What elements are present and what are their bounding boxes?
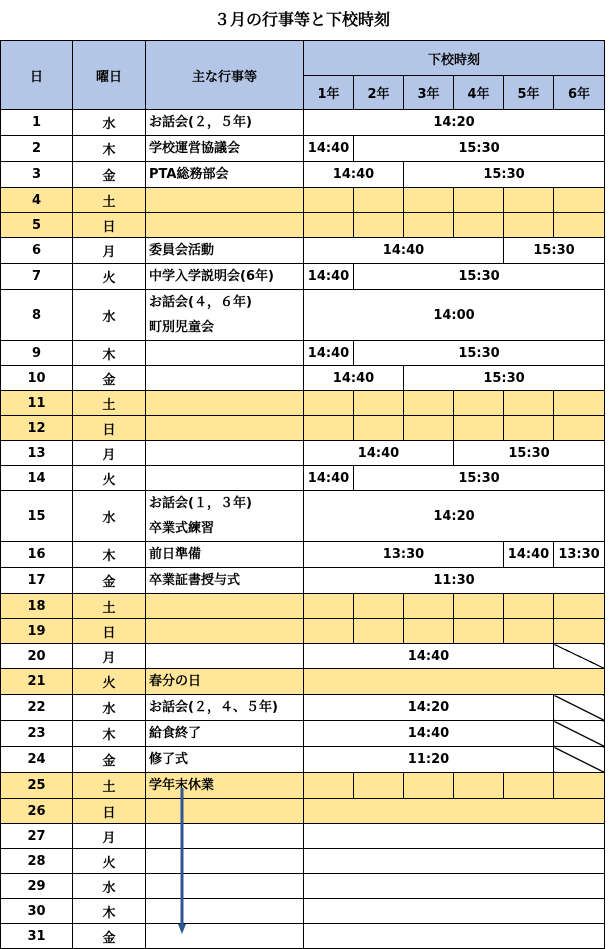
event-text: PTA総務部会	[149, 167, 229, 182]
event-text: お話会(１，３年)	[149, 496, 252, 511]
dismissal-time-cell	[454, 188, 504, 213]
dismissal-time-cell	[454, 594, 504, 619]
event-text: 給食終了	[149, 726, 202, 741]
header-grade: 4年	[454, 76, 504, 110]
dismissal-time-cell	[304, 594, 354, 619]
weekday-cell: 金	[73, 924, 146, 949]
weekday-cell: 金	[73, 366, 146, 391]
weekday-cell: 日	[73, 799, 146, 824]
dismissal-time-cell	[304, 899, 605, 924]
dismissal-time-cell	[354, 391, 404, 416]
dismissal-time-cell	[304, 391, 354, 416]
weekday-cell: 木	[73, 899, 146, 924]
table-row	[1, 491, 605, 542]
dismissal-time-cell	[504, 213, 554, 238]
event-text: お話会(２，４、５年)	[149, 700, 278, 715]
day-cell: 5	[1, 213, 73, 238]
weekday-cell: 土	[73, 594, 146, 619]
day-cell: 11	[1, 391, 73, 416]
schedule-table	[0, 40, 605, 949]
weekday-cell: 土	[73, 773, 146, 799]
day-cell: 20	[1, 644, 73, 669]
dismissal-time-cell	[404, 773, 454, 799]
events-cell	[146, 695, 304, 721]
dismissal-time-cell: 15:30	[404, 162, 605, 188]
dismissal-time-cell	[554, 773, 605, 799]
not-applicable-cell	[554, 721, 605, 747]
dismissal-time-cell	[304, 773, 354, 799]
header-events: 主な行事等	[146, 41, 304, 110]
header-grade: 5年	[504, 76, 554, 110]
table-row	[1, 849, 605, 874]
events-cell	[146, 644, 304, 669]
day-cell: 4	[1, 188, 73, 213]
day-cell: 25	[1, 773, 73, 799]
dismissal-time-cell: 14:40	[304, 136, 354, 162]
dismissal-time-cell: 14:40	[304, 644, 554, 669]
day-cell: 28	[1, 849, 73, 874]
weekday-cell: 火	[73, 264, 146, 290]
table-row	[1, 264, 605, 290]
dismissal-time-cell: 14:40	[504, 542, 554, 568]
dismissal-time-cell: 13:30	[554, 542, 605, 568]
not-applicable-cell	[554, 644, 605, 669]
weekday-cell: 木	[73, 341, 146, 366]
day-cell: 22	[1, 695, 73, 721]
dismissal-time-cell	[304, 188, 354, 213]
table-row	[1, 542, 605, 568]
weekday-cell: 火	[73, 849, 146, 874]
day-cell: 10	[1, 366, 73, 391]
events-cell	[146, 491, 304, 542]
event-text: 学校運営協議会	[149, 141, 241, 156]
table-row	[1, 747, 605, 773]
dismissal-time-cell	[304, 849, 605, 874]
weekday-cell: 火	[73, 466, 146, 491]
event-text: 委員会活動	[149, 243, 215, 258]
table-row	[1, 695, 605, 721]
weekday-cell: 水	[73, 874, 146, 899]
dismissal-time-cell: 15:30	[454, 441, 605, 466]
weekday-cell: 月	[73, 644, 146, 669]
dismissal-time-cell: 15:30	[504, 238, 605, 264]
weekday-cell: 水	[73, 695, 146, 721]
dismissal-time-cell	[304, 924, 605, 949]
header-day: 日	[1, 41, 73, 110]
table-row	[1, 644, 605, 669]
header-grade: 1年	[304, 76, 354, 110]
dismissal-time-cell	[554, 391, 605, 416]
header-dismissal: 下校時刻	[304, 41, 605, 76]
events-cell	[146, 290, 304, 341]
events-cell	[146, 264, 304, 290]
dismissal-time-cell	[304, 799, 605, 824]
event-text: 中学入学説明会(6年)	[149, 269, 274, 284]
dismissal-time-cell: 14:20	[304, 695, 554, 721]
day-cell: 6	[1, 238, 73, 264]
day-cell: 8	[1, 290, 73, 341]
dismissal-time-cell	[504, 594, 554, 619]
dismissal-time-cell	[504, 391, 554, 416]
header-grade: 3年	[404, 76, 454, 110]
day-cell: 23	[1, 721, 73, 747]
schedule-body	[1, 110, 605, 949]
dismissal-time-cell	[304, 824, 605, 849]
weekday-cell: 月	[73, 441, 146, 466]
events-cell	[146, 188, 304, 213]
weekday-cell: 水	[73, 290, 146, 341]
dismissal-time-cell	[404, 594, 454, 619]
day-cell: 21	[1, 669, 73, 695]
day-cell: 29	[1, 874, 73, 899]
dismissal-time-cell: 11:20	[304, 747, 554, 773]
dismissal-time-cell	[554, 416, 605, 441]
weekday-cell: 日	[73, 213, 146, 238]
event-text: 卒業証書授与式	[149, 573, 241, 588]
dismissal-time-cell	[354, 619, 404, 644]
day-cell: 9	[1, 341, 73, 366]
dismissal-time-cell	[304, 416, 354, 441]
events-cell	[146, 773, 304, 799]
events-cell	[146, 441, 304, 466]
events-cell	[146, 568, 304, 594]
dismissal-time-cell: 14:40	[304, 238, 504, 264]
events-cell	[146, 594, 304, 619]
day-cell: 26	[1, 799, 73, 824]
dismissal-time-cell	[304, 669, 605, 695]
dismissal-time-cell	[554, 619, 605, 644]
table-row	[1, 391, 605, 416]
table-row	[1, 416, 605, 441]
events-cell	[146, 799, 304, 824]
event-text: 修了式	[149, 752, 189, 767]
table-row	[1, 136, 605, 162]
dismissal-time-cell: 15:30	[354, 341, 605, 366]
dismissal-time-cell	[354, 416, 404, 441]
day-cell: 14	[1, 466, 73, 491]
day-cell: 18	[1, 594, 73, 619]
day-cell: 24	[1, 747, 73, 773]
dismissal-time-cell	[354, 773, 404, 799]
event-text: 春分の日	[149, 674, 202, 689]
table-row	[1, 238, 605, 264]
events-cell	[146, 899, 304, 924]
day-cell: 15	[1, 491, 73, 542]
dismissal-time-cell	[404, 416, 454, 441]
dismissal-time-cell	[304, 213, 354, 238]
day-cell: 3	[1, 162, 73, 188]
dismissal-time-cell	[504, 619, 554, 644]
event-text: 前日準備	[149, 547, 202, 562]
table-row	[1, 366, 605, 391]
table-row	[1, 924, 605, 949]
not-applicable-cell	[554, 695, 605, 721]
dismissal-time-cell	[504, 188, 554, 213]
dismissal-time-cell: 14:40	[304, 441, 454, 466]
day-cell: 12	[1, 416, 73, 441]
event-text: 学年末休業	[149, 778, 215, 793]
dismissal-time-cell	[404, 391, 454, 416]
dismissal-time-cell	[454, 773, 504, 799]
events-cell	[146, 721, 304, 747]
day-cell: 2	[1, 136, 73, 162]
table-row	[1, 341, 605, 366]
table-row	[1, 466, 605, 491]
dismissal-time-cell	[554, 213, 605, 238]
dismissal-time-cell: 14:40	[304, 466, 354, 491]
weekday-cell: 土	[73, 188, 146, 213]
dismissal-time-cell: 11:30	[304, 568, 605, 594]
events-cell	[146, 110, 304, 136]
dismissal-time-cell: 14:40	[304, 162, 404, 188]
header-weekday: 曜日	[73, 41, 146, 110]
event-text: お話会(２，５年)	[149, 115, 252, 130]
dismissal-time-cell: 14:20	[304, 491, 605, 542]
dismissal-time-cell	[504, 773, 554, 799]
dismissal-time-cell: 14:00	[304, 290, 605, 341]
table-row	[1, 721, 605, 747]
dismissal-time-cell	[354, 213, 404, 238]
event-text: 町別児童会	[149, 320, 215, 335]
table-row	[1, 899, 605, 924]
dismissal-time-cell	[554, 594, 605, 619]
dismissal-time-cell: 13:30	[304, 542, 504, 568]
dismissal-time-cell	[304, 619, 354, 644]
dismissal-time-cell	[304, 874, 605, 899]
dismissal-time-cell	[404, 188, 454, 213]
table-row	[1, 162, 605, 188]
event-text: お話会(４，６年)	[149, 295, 252, 310]
events-cell	[146, 391, 304, 416]
weekday-cell: 日	[73, 416, 146, 441]
header-grade: 2年	[354, 76, 404, 110]
table-row	[1, 799, 605, 824]
weekday-cell: 月	[73, 824, 146, 849]
events-cell	[146, 849, 304, 874]
table-row	[1, 874, 605, 899]
weekday-cell: 木	[73, 542, 146, 568]
weekday-cell: 金	[73, 568, 146, 594]
table-row	[1, 619, 605, 644]
events-cell	[146, 416, 304, 441]
dismissal-time-cell	[454, 391, 504, 416]
day-cell: 1	[1, 110, 73, 136]
events-cell	[146, 669, 304, 695]
events-cell	[146, 213, 304, 238]
dismissal-time-cell	[454, 619, 504, 644]
dismissal-time-cell: 14:40	[304, 721, 554, 747]
table-row	[1, 213, 605, 238]
events-cell	[146, 162, 304, 188]
events-cell	[146, 466, 304, 491]
dismissal-time-cell	[354, 188, 404, 213]
weekday-cell: 土	[73, 391, 146, 416]
weekday-cell: 金	[73, 747, 146, 773]
events-cell	[146, 238, 304, 264]
table-row	[1, 290, 605, 341]
weekday-cell: 金	[73, 162, 146, 188]
table-row	[1, 773, 605, 799]
day-cell: 17	[1, 568, 73, 594]
page-title: ３月の行事等と下校時刻	[213, 10, 390, 29]
table-row	[1, 669, 605, 695]
events-cell	[146, 924, 304, 949]
day-cell: 16	[1, 542, 73, 568]
table-row	[1, 441, 605, 466]
day-cell: 27	[1, 824, 73, 849]
table-row	[1, 568, 605, 594]
dismissal-time-cell	[404, 213, 454, 238]
dismissal-time-cell: 14:40	[304, 264, 354, 290]
dismissal-time-cell	[454, 416, 504, 441]
weekday-cell: 水	[73, 491, 146, 542]
weekday-cell: 水	[73, 110, 146, 136]
events-cell	[146, 747, 304, 773]
day-cell: 31	[1, 924, 73, 949]
events-cell	[146, 341, 304, 366]
dismissal-time-cell: 15:30	[404, 366, 605, 391]
dismissal-time-cell: 14:40	[304, 366, 404, 391]
weekday-cell: 日	[73, 619, 146, 644]
dismissal-time-cell	[454, 213, 504, 238]
weekday-cell: 木	[73, 136, 146, 162]
dismissal-time-cell: 15:30	[354, 466, 605, 491]
table-row	[1, 110, 605, 136]
weekday-cell: 月	[73, 238, 146, 264]
dismissal-time-cell: 15:30	[354, 136, 605, 162]
header-grade: 6年	[554, 76, 605, 110]
dismissal-time-cell	[354, 594, 404, 619]
day-cell: 19	[1, 619, 73, 644]
dismissal-time-cell	[554, 188, 605, 213]
events-cell	[146, 824, 304, 849]
table-row	[1, 594, 605, 619]
table-row	[1, 824, 605, 849]
dismissal-time-cell	[404, 619, 454, 644]
events-cell	[146, 874, 304, 899]
events-cell	[146, 136, 304, 162]
down-arrow-icon	[176, 788, 188, 934]
events-cell	[146, 619, 304, 644]
day-cell: 13	[1, 441, 73, 466]
dismissal-time-cell	[504, 416, 554, 441]
dismissal-time-cell: 14:20	[304, 110, 605, 136]
table-row	[1, 188, 605, 213]
events-cell	[146, 542, 304, 568]
dismissal-time-cell: 14:40	[304, 341, 354, 366]
day-cell: 30	[1, 899, 73, 924]
weekday-cell: 木	[73, 721, 146, 747]
events-cell	[146, 366, 304, 391]
weekday-cell: 火	[73, 669, 146, 695]
day-cell: 7	[1, 264, 73, 290]
dismissal-time-cell: 15:30	[354, 264, 605, 290]
event-text: 卒業式練習	[149, 521, 215, 536]
not-applicable-cell	[554, 747, 605, 773]
